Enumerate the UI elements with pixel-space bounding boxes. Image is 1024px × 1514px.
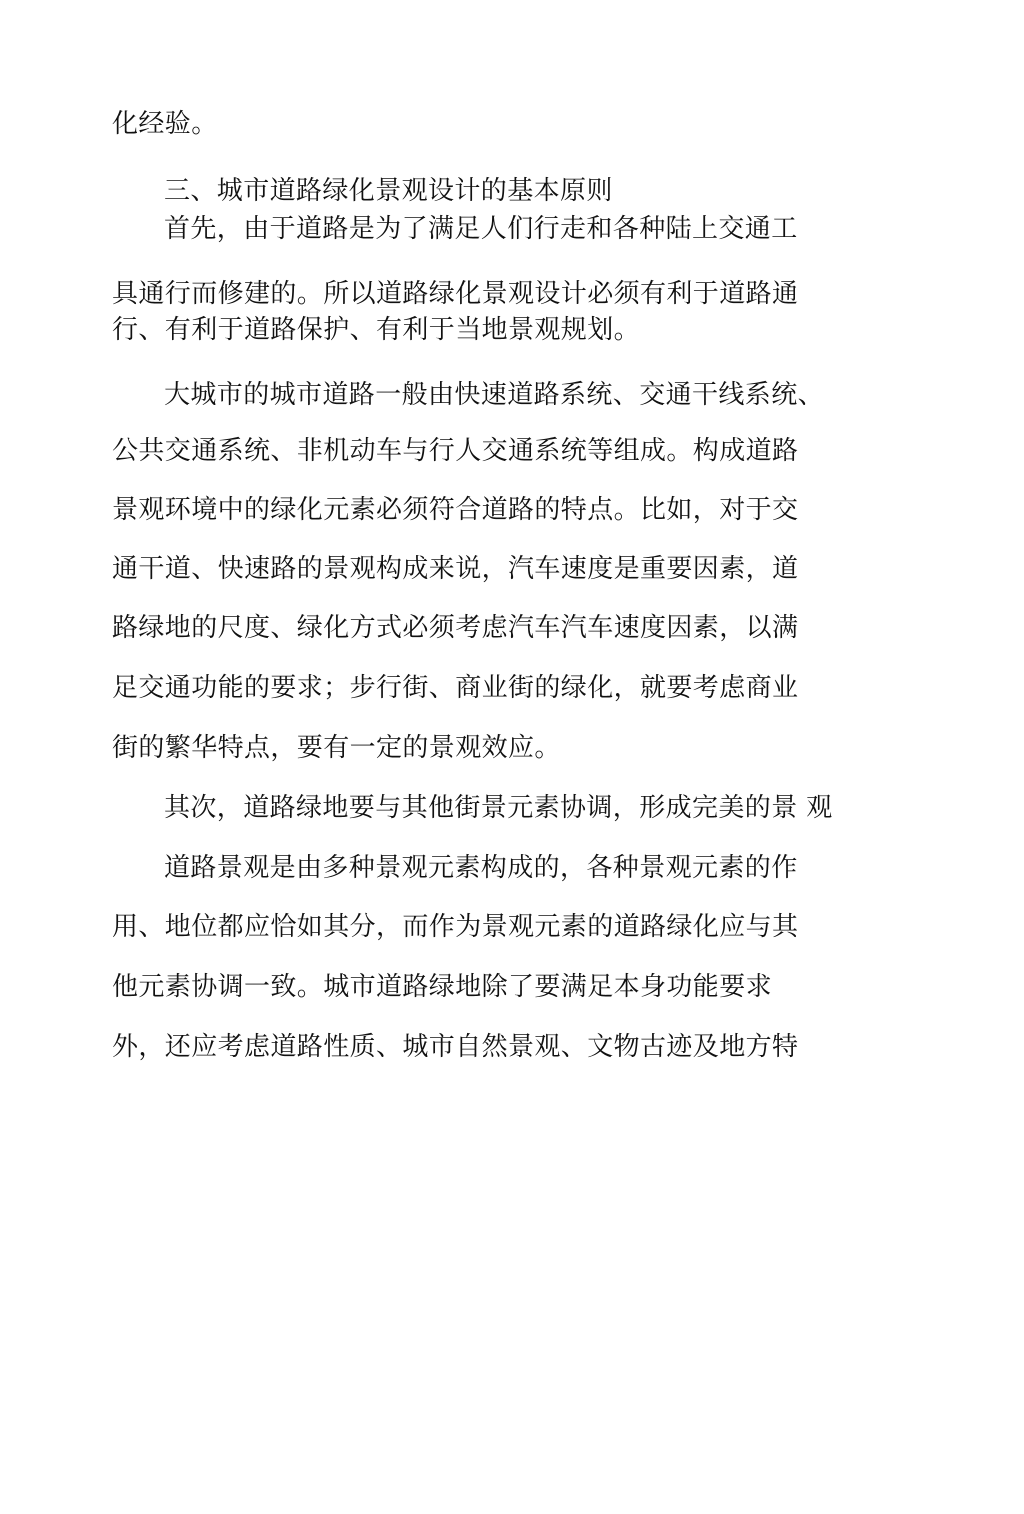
- paragraph-4-line-2: 用、地位都应恰如其分，而作为景观元素的道路绿化应与其: [112, 912, 799, 942]
- paragraph-1-line-1: 首先，由于道路是为了满足人们行走和各种陆上交通工: [164, 214, 798, 244]
- paragraph-4-line-3: 他元素协调一致。城市道路绿地除了要满足本身功能要求: [112, 972, 773, 1002]
- paragraph-2-line-5: 路绿地的尺度、绿化方式必须考虑汽车汽车速度因素，以满: [112, 613, 799, 643]
- paragraph-2-line-2: 公共交通系统、非机动车与行人交通系统等组成。构成道路: [112, 436, 799, 466]
- paragraph-1-line-3: 行、有利于道路保护、有利于当地景观规划。: [112, 315, 641, 345]
- paragraph-4-line-1: 道路景观是由多种景观元素构成的，各种景观元素的作: [164, 853, 798, 883]
- section-heading: 三、城市道路绿化景观设计的基本原则: [164, 176, 613, 206]
- text-line-continuation: 化经验。: [112, 109, 218, 139]
- paragraph-1-line-2: 具通行而修建的。所以道路绿化景观设计必须有利于道路通: [112, 279, 799, 309]
- paragraph-2-line-6: 足交通功能的要求；步行街、商业街的绿化，就要考虑商业: [112, 673, 799, 703]
- paragraph-2-line-1: 大城市的城市道路一般由快速道路系统、交通干线系统、: [164, 380, 825, 410]
- paragraph-2-line-7: 街的繁华特点，要有一定的景观效应。: [112, 733, 561, 763]
- paragraph-2-line-4: 通干道、快速路的景观构成来说，汽车速度是重要因素，道: [112, 554, 799, 584]
- paragraph-2-line-3: 景观环境中的绿化元素必须符合道路的特点。比如，对于交: [112, 495, 799, 525]
- paragraph-3-line-1: 其次，道路绿地要与其他街景元素协调，形成完美的景 观: [164, 793, 833, 823]
- paragraph-4-line-4: 外，还应考虑道路性质、城市自然景观、文物古迹及地方特: [112, 1032, 799, 1062]
